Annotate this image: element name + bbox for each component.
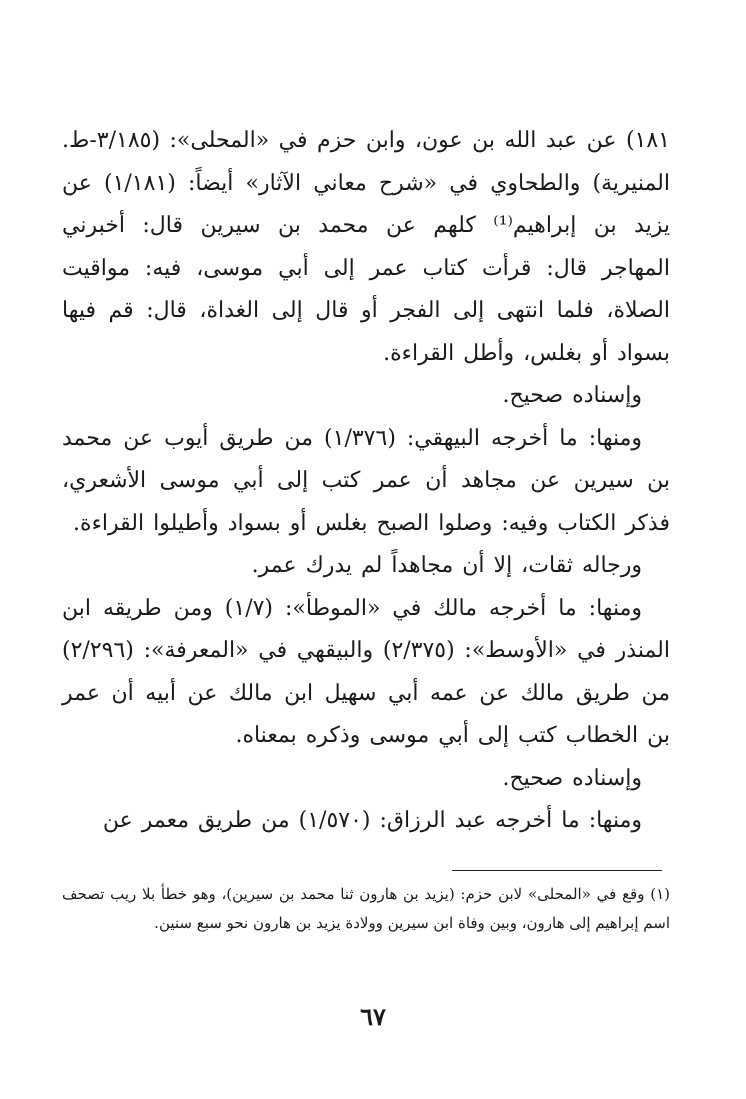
body-text <box>62 120 670 843</box>
footnote <box>62 880 670 938</box>
page-number: ٦٧ <box>360 1002 386 1031</box>
paragraph-7: ومنها: ما أخرجه عبد الرزاق: (١/٥٧٠) من طريق معمر عن <box>102 808 642 833</box>
paragraph-4: ورجاله ثقات، إلا أن مجاهداً لم يدرك عمر. <box>251 553 642 578</box>
paragraph-6: وإسناده صحيح. <box>502 765 642 791</box>
paragraph-1: ١٨١) عن عبد الله بن عون، وابن حزم في «المحلى»: (٣/١٨٥-ط. المنيرية) والطحاوي في «شرح معاني الآثار» أيضاً: (١/١٨١) عن يزيد بن إبراهيم⁽¹⁾ كلهم عن محمد بن سيرين قال: أخبرني المهاجر قال: قرأت كتاب عمر إلى أبي موسى، فيه: مواقيت الصلاة، فلما انتهى إلى الفجر أو قال إلى الغداة، قال: قم فيها بسواد أو بغلس، وأطل القراءة. <box>62 128 670 366</box>
footnote-text: (١) وقع في «المحلى» لابن حزم: (يزيد بن هارون ثنا محمد بن سيرين)، وهو خطأ بلا ريب تصحف اسم إبراهيم إلى هارون، وبين وفاة ابن سيرين وولادة يزيد بن هارون نحو سبع سنين. <box>62 885 670 932</box>
footnote-divider <box>452 870 662 871</box>
paragraph-3: ومنها: ما أخرجه البيهقي: (١/٣٧٦) من طريق أيوب عن محمد بن سيرين عن مجاهد أن عمر كتب إلى أبي موسى الأشعري، فذكر الكتاب وفيه: وصلوا الصبح بغلس أو بسواد وأطيلوا القراءة. <box>62 425 670 536</box>
paragraph-5: ومنها: ما أخرجه مالك في «الموطأ»: (١/٧) ومن طريقه ابن المنذر في «الأوسط»: (٢/٣٧٥) والبيقهي في «المعرفة»: (٢/٢٩٦) من طريق مالك عن عمه أبي سهيل ابن مالك عن أبيه أن عمر بن الخطاب كتب إلى أبي موسى وذكره بمعناه. <box>62 595 670 748</box>
paragraph-2: وإسناده صحيح. <box>502 383 642 408</box>
